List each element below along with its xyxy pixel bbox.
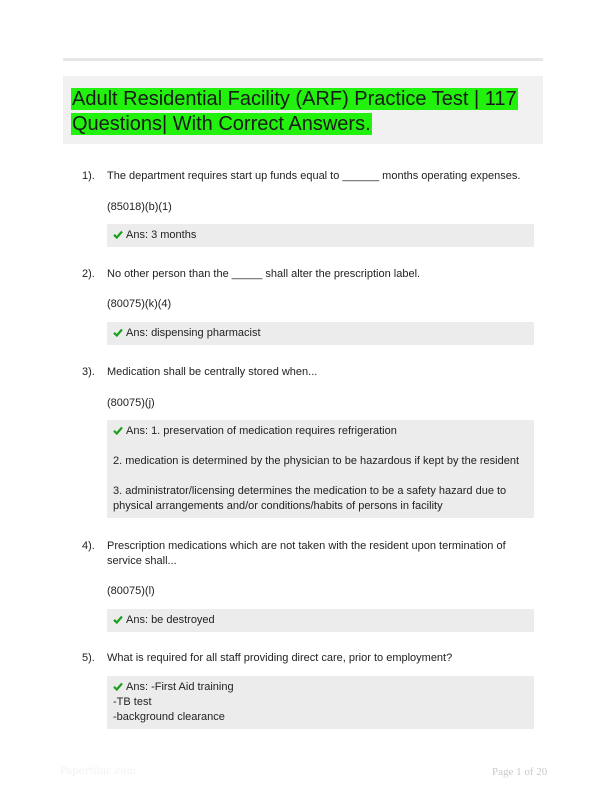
answer-line: 2. medication is determined by the physician to be hazardous if kept by the resident [113, 455, 520, 467]
question-number: 3). [82, 366, 95, 378]
answer-text: Ans: -First Aid training [126, 681, 234, 693]
answer-box [107, 420, 534, 518]
check-icon [113, 328, 123, 337]
answer-text: Ans: dispensing pharmacist [126, 327, 261, 339]
top-divider [63, 58, 543, 61]
question-text: The department requires start up funds equal to ______ months operating expenses. [107, 170, 521, 182]
answer-line: -TB test [113, 696, 152, 708]
check-icon [113, 230, 123, 239]
answer-line: 3. administrator/licensing determines the medication to be a safety hazard due to physical arrangements and/or conditions/habits of persons in facility [113, 485, 507, 512]
title-box [63, 76, 543, 144]
check-icon [113, 682, 123, 691]
question-text: Medication shall be centrally stored when... [107, 366, 318, 378]
answer-box [107, 609, 534, 632]
question-number: 5). [82, 652, 95, 664]
question-number: 1). [82, 170, 95, 182]
answer-box [107, 676, 534, 729]
document-title: Adult Residential Facility (ARF) Practice Test | 117 Questions| With Correct Answers. [72, 88, 517, 135]
question-text: No other person than the _____ shall alter the prescription label. [107, 268, 421, 280]
question-number: 2). [82, 268, 95, 280]
footer-watermark: Papertibic.com [60, 766, 137, 777]
question-text: What is required for all staff providing direct care, prior to employment? [107, 652, 453, 664]
answer-box [107, 322, 534, 345]
answer-line: -background clearance [113, 711, 225, 723]
answer-box [107, 224, 534, 247]
page-number: Page 1 of 20 [492, 766, 548, 778]
question-reference: (85018)(b)(1) [107, 201, 172, 213]
question-text: Prescription medications which are not taken with the resident upon termination of service shall... [107, 540, 506, 567]
check-icon [113, 426, 123, 435]
answer-text: Ans: 3 months [126, 229, 197, 241]
check-icon [113, 615, 123, 624]
answer-text: Ans: 1. preservation of medication requires refrigeration [126, 425, 397, 437]
question-reference: (80075)(k)(4) [107, 298, 172, 310]
question-number: 4). [82, 540, 95, 552]
answer-text: Ans: be destroyed [126, 614, 215, 626]
question-reference: (80075)(j) [107, 397, 155, 409]
question-reference: (80075)(l) [107, 585, 155, 597]
